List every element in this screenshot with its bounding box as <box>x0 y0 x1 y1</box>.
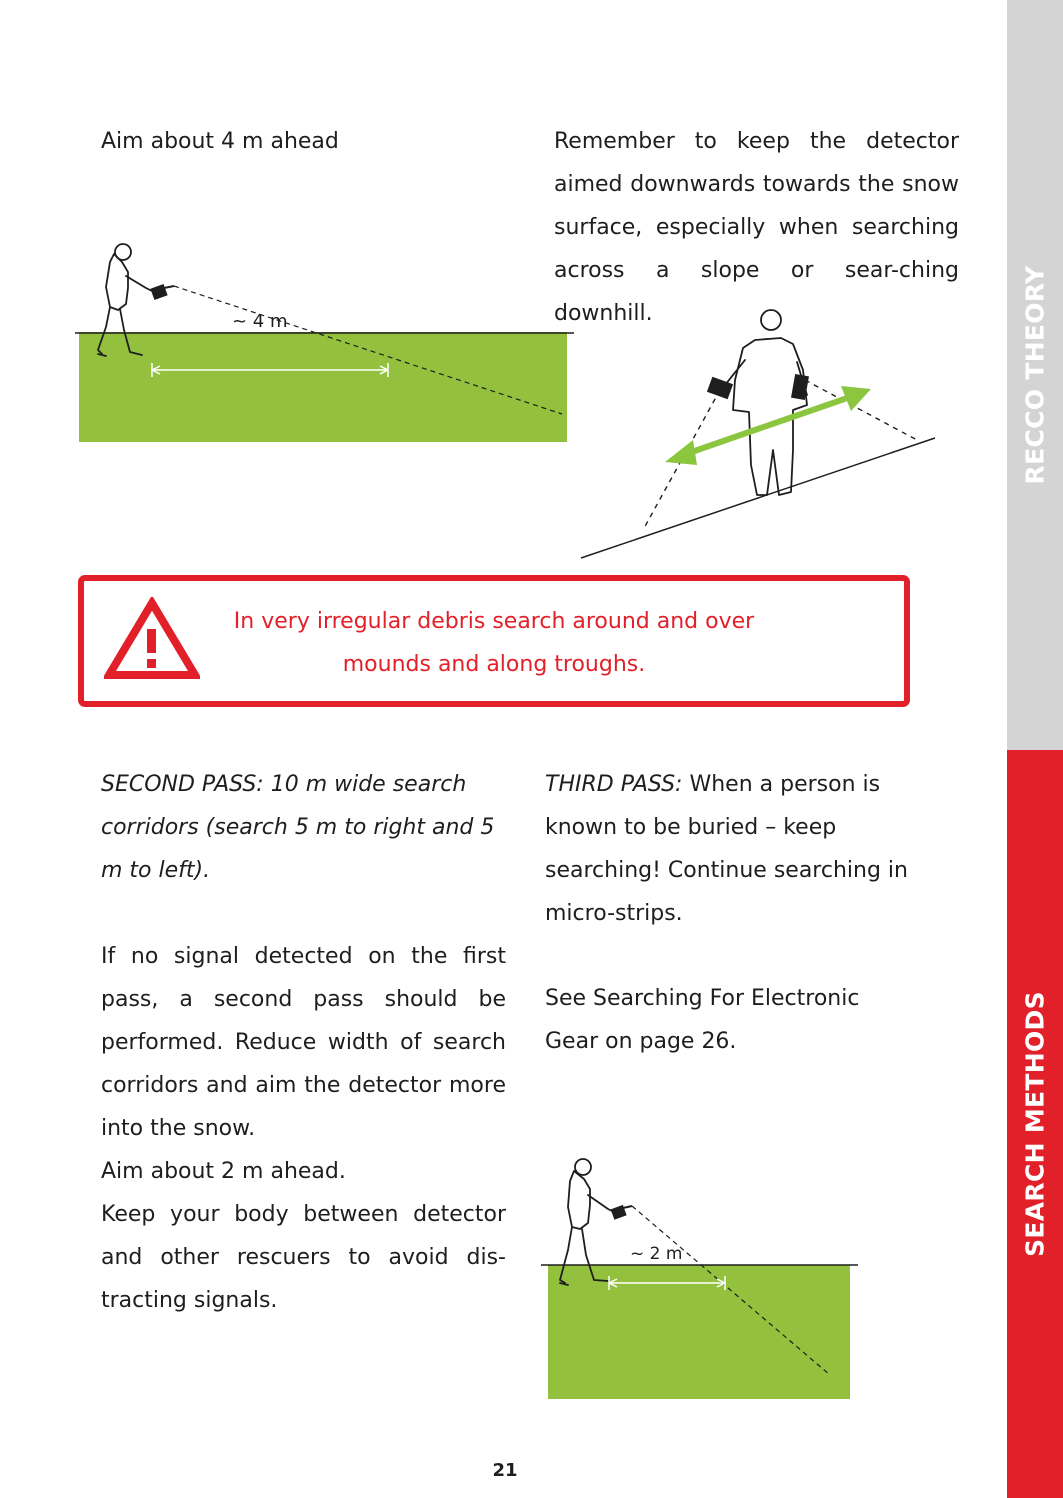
page-number: 21 <box>492 1460 518 1481</box>
figure-aim-2m <box>538 1155 868 1405</box>
third-pass-label: THIRD PASS: <box>545 772 683 797</box>
sidebar-tab-search-methods[interactable] <box>1007 750 1063 1498</box>
snow-ground <box>79 332 567 442</box>
detector-aim-note: Remember to keep the detector aimed downwards towards the snow surface, especially when searching across a slope or sear-ching downhill. <box>554 129 959 326</box>
detector-device <box>611 1205 632 1220</box>
slope-line <box>581 438 935 558</box>
aim-4m-caption: Aim about 4 m ahead <box>101 129 339 154</box>
detector-device <box>150 284 174 300</box>
first-pass-instructions: If no signal detected on the first pass, a second pass should be performed. Reduce width of search corridors and aim the detector more into the snow. <box>101 944 506 1141</box>
sidebar-tab-recco-theory-label: RECCO THEORY <box>1020 265 1050 485</box>
warning-triangle-icon <box>104 597 200 679</box>
sweep-arrow-icon <box>665 386 871 465</box>
rescuer-front-figure <box>725 310 807 495</box>
see-also-link[interactable]: See Searching For Electronic Gear on page 26. <box>545 986 860 1054</box>
sidebar-tab-recco-theory[interactable] <box>1007 0 1063 750</box>
sidebar-tab-search-methods-label: SEARCH METHODS <box>1020 991 1050 1257</box>
figure-slope-scan <box>575 300 945 565</box>
third-pass-text: When a person is known to be buried – keep searching! Continue searching in micro-strips. <box>545 772 908 926</box>
second-pass-text: SECOND PASS: 10 m wide search corridors (search 5 m to right and 5 m to left). <box>101 772 495 883</box>
distance-2m-label: ~ 2 m <box>630 1244 683 1264</box>
warning-box <box>78 575 910 707</box>
distance-4m-label: ~ 4 m <box>232 311 288 332</box>
warning-message <box>214 600 774 686</box>
third-pass-paragraph <box>545 763 950 935</box>
warning-line-1: In very irregular debris search around and over <box>233 609 755 634</box>
keep-body-text: Keep your body between detector and other rescuers to avoid dis-tracting signals. <box>101 1202 506 1313</box>
figure-aim-4m <box>70 232 580 447</box>
warning-line-2: mounds and along troughs. <box>342 652 646 677</box>
aim-2m-caption: Aim about 2 m ahead. <box>101 1159 346 1184</box>
snow-ground <box>548 1265 850 1399</box>
